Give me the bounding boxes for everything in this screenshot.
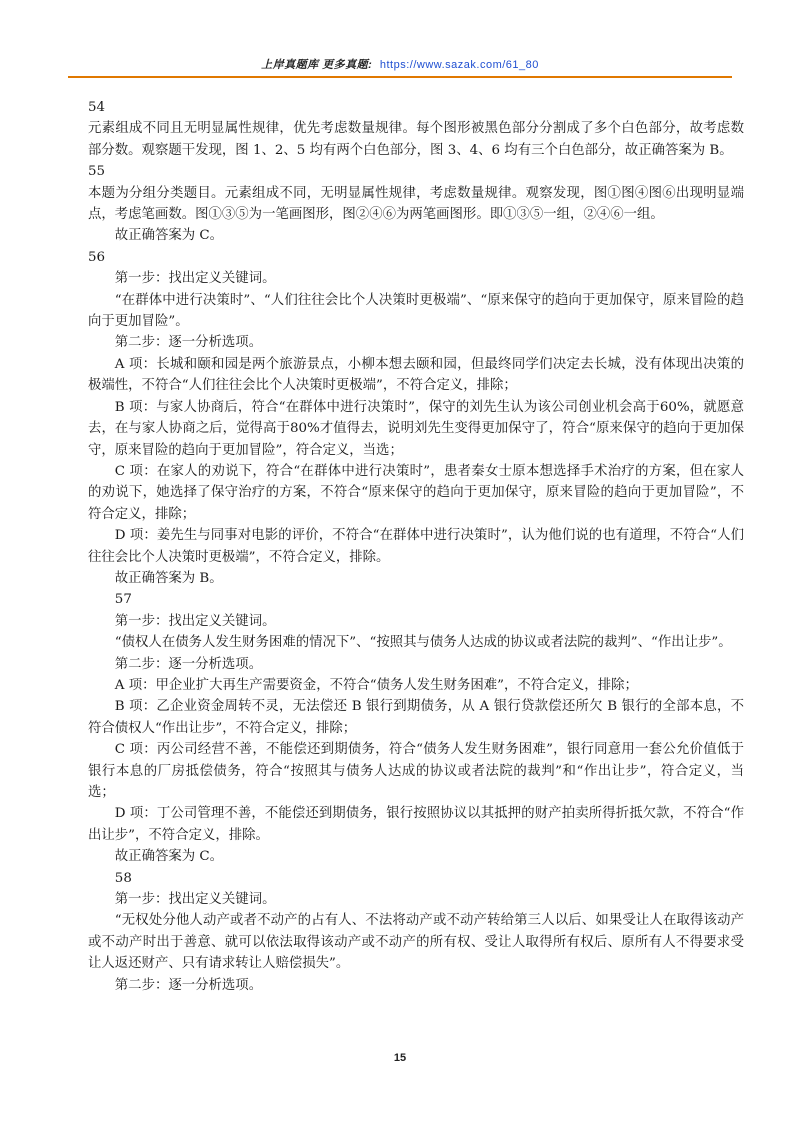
paragraph: 元素组成不同且无明显属性规律，优先考虑数量规律。每个图形被黑色部分分割成了多个白色部分，故考虑数部分数。观察题干发现，图 1、2、5 均有两个白色部分，图 3、4、6 均有三个白色部分，故正确答案为 B。 (88, 121, 744, 158)
paragraph: 54 (88, 100, 106, 115)
paragraph: 第一步：找出定义关键词。 (114, 271, 276, 287)
header-divider (68, 76, 732, 78)
document-body (88, 97, 744, 996)
paragraph: 第二步：逐一分析选项。 (114, 656, 263, 672)
paragraph: C 项：丙公司经营不善，不能偿还到期债务，符合“债务人发生财务困难”，银行同意用一套公允价值低于银行本息的厂房抵偿债务，符合“按照其与债务人达成的协议或者法院的裁判”和“作出让步”，符合定义，当选； (88, 742, 744, 800)
paragraph: 第一步：找出定义关键词。 (114, 892, 276, 908)
header-url-link[interactable]: https://www.sazak.com/61_80 (379, 59, 539, 71)
paragraph: A 项：甲企业扩大再生产需要资金，不符合“债务人发生财务困难”，不符合定义，排除； (114, 677, 638, 693)
paragraph: D 项：丁公司管理不善，不能偿还到期债务，银行按照协议以其抵押的财产拍卖所得折抵欠款，不符合“作出让步”，不符合定义，排除。 (88, 806, 744, 843)
paragraph: 第一步：找出定义关键词。 (114, 613, 276, 629)
paragraph: 56 (88, 249, 106, 265)
paragraph: 第二步：逐一分析选项。 (114, 977, 263, 993)
page-header (70, 56, 730, 72)
paragraph: C 项：在家人的劝说下，符合“在群体中进行决策时”，患者秦女士原本想选择手术治疗的方案，但在家人的劝说下，她选择了保守治疗的方案，不符合“原来保守的趋向于更加保守，原来冒险的趋向于更加冒险”，不符合定义，排除； (88, 463, 744, 522)
paragraph: 58 (114, 870, 132, 886)
paragraph: 第二步：逐一分析选项。 (114, 335, 263, 351)
paragraph: 故正确答案为 C。 (114, 228, 224, 244)
header-label: 上岸真题库 更多真题: (261, 59, 373, 71)
page-number: 15 (393, 1052, 407, 1064)
paragraph: B 项：与家人协商后，符合“在群体中进行决策时”，保守的刘先生认为该公司创业机会高于60%，就愿意去，在与家人协商之后，觉得高于80%才值得去，说明刘先生变得更加保守了，符合“原来保守的趋向于更加保守，原来冒险的趋向于更加冒险”，符合定义，当选； (88, 399, 744, 458)
paragraph: “债权人在债务人发生财务困难的情况下”、“按照其与债务人达成的协议或者法院的裁判”、“作出让步”。 (114, 635, 732, 651)
paragraph: A 项：长城和颐和园是两个旅游景点，小柳本想去颐和园，但最终同学们决定去长城，没有体现出决策的极端性，不符合“人们往往会比个人决策时更极端”，不符合定义，排除； (88, 356, 744, 394)
paragraph: “无权处分他人动产或者不动产的占有人、不法将动产或不动产转给第三人以后、如果受让人在取得该动产或不动产时出于善意、就可以依法取得该动产或不动产的所有权、受让人取得所有权后、原所有人不得要求受让人返还财产、只有请求转让人赔偿损失”。 (88, 913, 744, 972)
paragraph: “在群体中进行决策时”、“人们往往会比个人决策时更极端”、“原来保守的趋向于更加保守，原来冒险的趋向于更加冒险”。 (88, 292, 744, 330)
paragraph: 故正确答案为 B。 (114, 570, 223, 586)
paragraph: 57 (114, 592, 132, 608)
paragraph: 故正确答案为 C。 (114, 849, 224, 865)
paragraph: 55 (88, 164, 106, 180)
paragraph: B 项：乙企业资金周转不灵，无法偿还 B 银行到期债务，从 A 银行贷款偿还所欠 B 银行的全部本息，不符合债权人“作出让步”，不符合定义，排除； (88, 699, 744, 736)
paragraph: D 项：姜先生与同事对电影的评价，不符合“在群体中进行决策时”，认为他们说的也有道理，不符合“人们往往会比个人决策时更极端”，不符合定义，排除。 (88, 528, 744, 565)
paragraph: 本题为分组分类题目。元素组成不同，无明显属性规律，考虑数量规律。观察发现，图①图④图⑥出现明显端点，考虑笔画数。图①③⑤为一笔画图形，图②④⑥为两笔画图形。即①③⑤一组，②④⑥一组。 (88, 185, 744, 223)
